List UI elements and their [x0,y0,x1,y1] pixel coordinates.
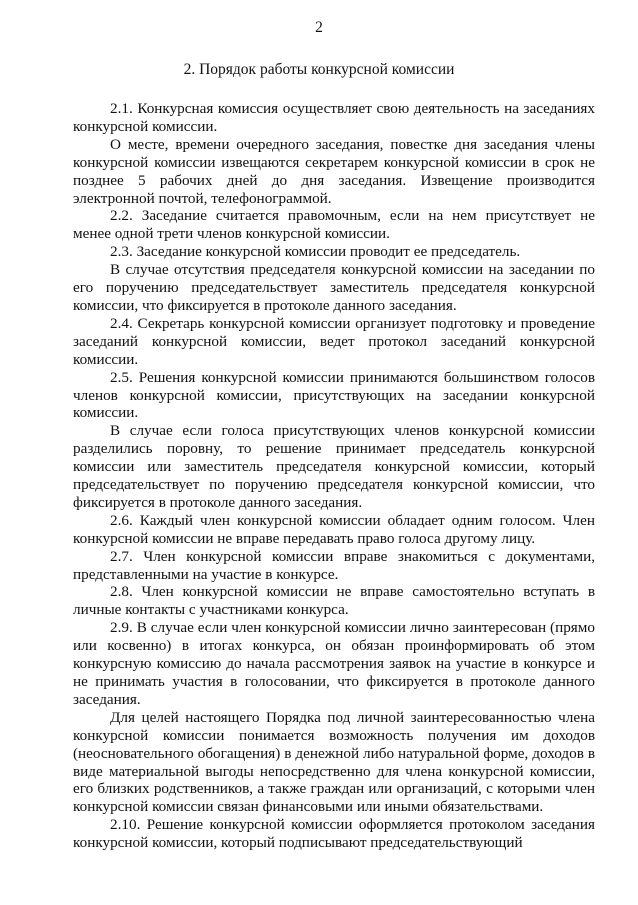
paragraph-2-1: 2.1. Конкурсная комиссия осуществляет свою деятельность на заседаниях конкурсной комиссии. [73,100,595,135]
section-title: 2. Порядок работы конкурсной комиссии [183,61,455,78]
paragraph-tie-vote: В случае если голоса присутствующих членов конкурсной комиссии разделились поровну, то решение принимает председатель конкурсной комиссии или заместитель председателя конкурсной комиссии, который председательствует по поручению председателя конкурсной комиссии, что фиксируется в протоколе данного заседания. [73,422,595,511]
paragraph-2-6: 2.6. Каждый член конкурсной комиссии обладает одним голосом. Член конкурсной комиссии не вправе передавать право голоса другому лицу. [73,511,595,547]
paragraph-2-9: 2.9. В случае если член конкурсной комиссии лично заинтересован (прямо или косвенно) в итогах конкурса, он обязан проинформировать об этом конкурсную комиссию до начала рассмотрения заявок на участие в конкурсе и не принимать участия в голосовании, что фиксируется в протоколе данного заседания. [73,619,595,708]
paragraph-chair-absence: В случае отсутствия председателя конкурсной комиссии на заседании по его поручению председательствует заместитель председателя конкурсной комиссии, что фиксируется в протоколе данного заседания. [73,261,595,314]
document-body [73,100,595,852]
paragraph-2-2: 2.2. Заседание считается правомочным, если на нем присутствует не менее одной трети членов конкурсной комиссии. [73,207,595,243]
paragraph-2-5: 2.5. Решения конкурсной комиссии принимаются большинством голосов членов конкурсной комиссии, присутствующих на заседании конкурсной комиссии. [73,368,595,422]
paragraph-2-3: 2.3. Заседание конкурсной комиссии проводит ее председатель. [110,243,521,261]
page-number: 2 [315,19,323,36]
paragraph-2-10: 2.10. Решение конкурсной комиссии оформляется протоколом заседания конкурсной комиссии, который подписывают председательствующий [73,816,595,852]
paragraph-2-8: 2.8. Член конкурсной комиссии не вправе самостоятельно вступать в личные контакты с участниками конкурса. [73,583,595,619]
paragraph-2-7: 2.7. Член конкурсной комиссии вправе знакомиться с документами, представленными на участие в конкурсе. [73,547,595,583]
paragraph-2-4: 2.4. Секретарь конкурсной комиссии организует подготовку и проведение заседаний конкурсной комиссии, ведет протокол заседаний конкурсной комиссии. [73,314,595,368]
paragraph-meeting-notice: О месте, времени очередного заседания, повестке дня заседания члены конкурсной комиссии извещаются секретарем конкурсной комиссии в срок не позднее 5 рабочих дней до дня заседания. Извещение производится электронной почтой, телефонограммой. [73,135,595,207]
paragraph-personal-interest: Для целей настоящего Порядка под личной заинтересованностью члена конкурсной комиссии понимается возможность получения им доходов (неосновательного обогащения) в денежной либо натуральной форме, доходов в виде материальной выгоды непосредственно для члена конкурсной комиссии, его близких родственников, а также граждан или организаций, с которыми член конкурсной комиссии связан финансовыми или иными обязательствами. [73,708,595,816]
